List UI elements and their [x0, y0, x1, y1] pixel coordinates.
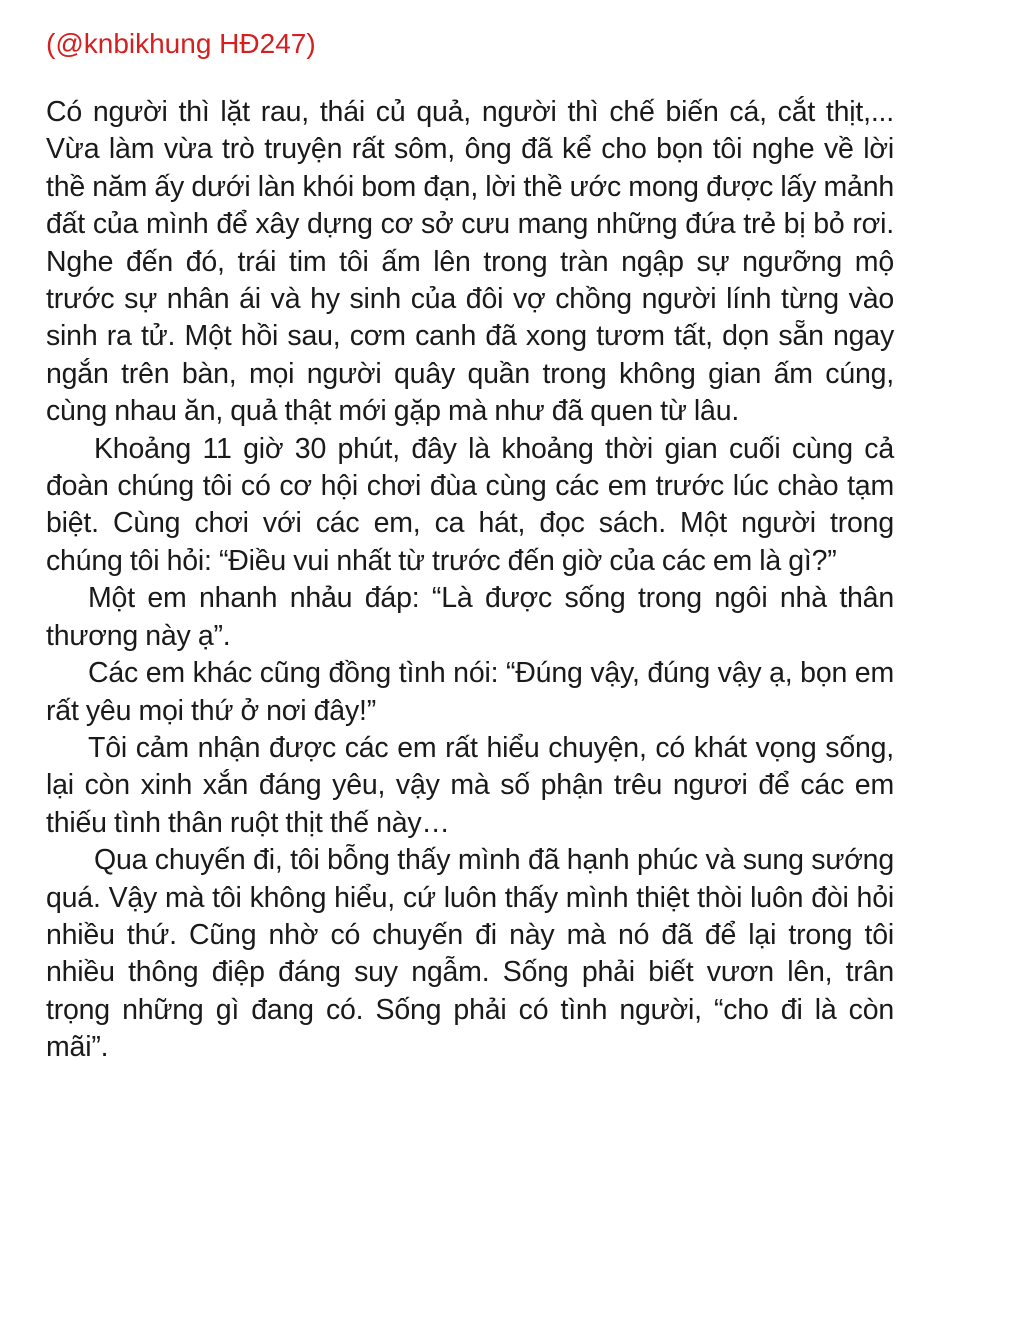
paragraph-children-agree: Các em khác cũng đồng tình nói: “Đúng vậy, đúng vậy ạ, bọn em rất yêu mọi thứ ở nơi đây!”: [46, 657, 894, 727]
paragraph-child-answer: Một em nhanh nhảu đáp: “Là được sống trong ngôi nhà thân thương này ạ”.: [46, 582, 894, 652]
paragraph-conclusion: Qua chuyến đi, tôi bỗng thấy mình đã hạnh phúc và sung sướng quá. Vậy mà tôi không hiểu, cứ luôn thấy mình thiệt thòi luôn đòi hỏi nhiều thứ. Cũng nhờ có chuyến đi này mà nó đã để lại trong tôi nhiều thông điệp đáng suy ngẫm. Sống phải biết vươn lên, trân trọng những gì đang có. Sống phải có tình người, “cho đi là còn mãi”.: [46, 844, 894, 1064]
paragraph-cooking-story: Có người thì lặt rau, thái củ quả, người thì chế biến cá, cắt thịt,... Vừa làm vừa trò truyện rất sôm, ông đã kể cho bọn tôi nghe về lời thề năm ấy dưới làn khói bom đạn, lời thề ước mong được lấy mảnh đất của mình để xây dựng cơ sở cưu mang những đứa trẻ bị bỏ rơi. Nghe đến đó, trái tim tôi ấm lên trong tràn ngập sự ngưỡng mộ trước sự nhân ái và hy sinh của đôi vợ chồng người lính từng vào sinh ra tử. Một hồi sau, cơm canh đã xong tươm tất, dọn sẵn ngay ngắn trên bàn, mọi người quây quần trong không gian ấm cúng, cùng nhau ăn, quả thật mới gặp mà như đã quen từ lâu.: [46, 96, 894, 428]
paragraph-playtime: Khoảng 11 giờ 30 phút, đây là khoảng thời gian cuối cùng cả đoàn chúng tôi có cơ hội chơi đùa cùng các em trước lúc chào tạm biệt. Cùng chơi với các em, ca hát, đọc sách. Một người trong chúng tôi hỏi: “Điều vui nhất từ trước đến giờ của các em là gì?”: [46, 432, 894, 577]
paragraph-reflection: Tôi cảm nhận được các em rất hiểu chuyện, có khát vọng sống, lại còn xinh xắn đáng yêu, vậy mà số phận trêu ngươi để các em thiếu tình thân ruột thịt thế này…: [46, 731, 894, 839]
author-credit: (@knbikhung HĐ247): [46, 28, 316, 59]
document-page: [46, 24, 894, 1067]
